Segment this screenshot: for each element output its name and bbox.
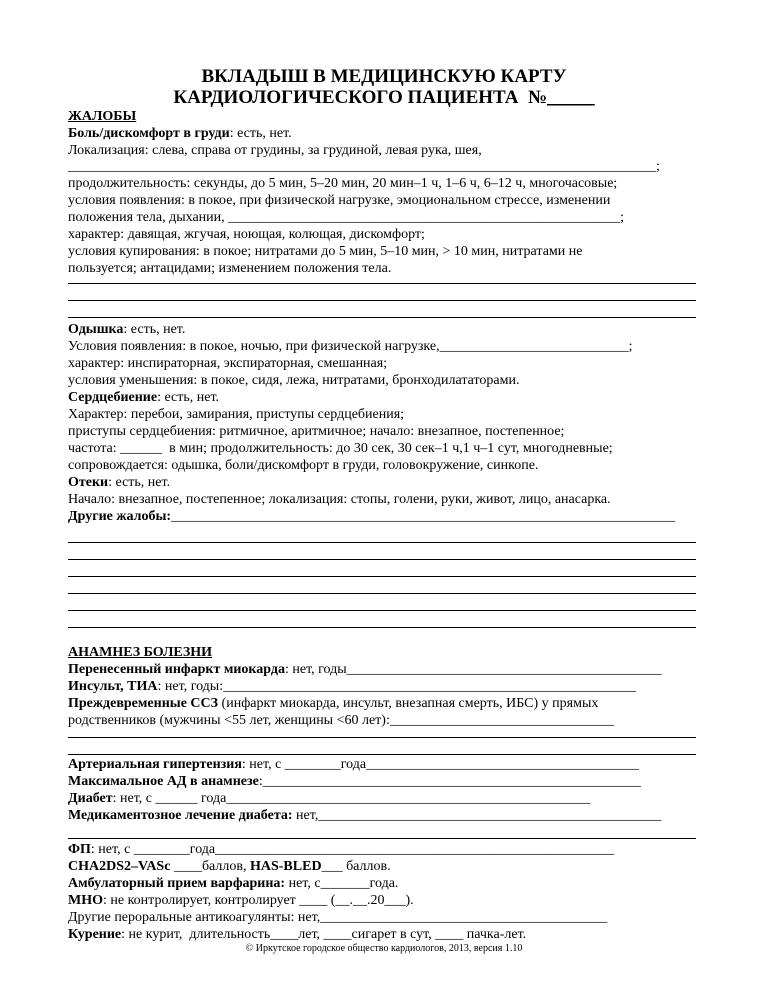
- chest-pain-row: [68, 125, 698, 142]
- max-bp-row: [68, 773, 698, 790]
- mi-label: Перенесенный инфаркт миокарда: [68, 662, 285, 677]
- chest-pain-label: Боль/дискомфорт в груди: [68, 126, 230, 141]
- premature-cvd-row: [68, 695, 698, 712]
- af-label: ФП: [68, 842, 91, 857]
- diabetes-medication-field[interactable]: нет,_________________________________________________: [292, 808, 662, 823]
- notes-line[interactable]: [68, 542, 696, 543]
- palpitation-options[interactable]: : есть, нет.: [157, 390, 220, 405]
- dyspnea-relief-row[interactable]: условия уменьшения: в покое, сидя, лежа, нитратами, бронходилататорами.: [68, 373, 520, 388]
- palpitation-accompanied-row[interactable]: сопровождается: одышка, боли/дискомфорт в груди, головокружение, синкопе.: [68, 458, 539, 473]
- notes-line[interactable]: [68, 559, 696, 560]
- smoking-field[interactable]: : не курит, длительность____лет, ____сигарет в сут, ____ пачка-лет.: [121, 927, 527, 942]
- has-bled-label: HAS-BLED: [249, 859, 322, 874]
- premature-cvd-text: (инфаркт миокарда, инсульт, внезапная смерть, ИБС) у прямых: [218, 696, 599, 711]
- duration-row[interactable]: продолжительность: секунды, до 5 мин, 5–20 мин, 20 мин–1 ч, 1–6 ч, 6–12 ч, многочасовые;: [68, 176, 618, 191]
- dyspnea-options[interactable]: : есть, нет.: [123, 322, 186, 337]
- diabetes-field[interactable]: : нет, с ______ года____________________________________________________: [112, 791, 591, 806]
- onset-conditions-row2[interactable]: положения тела, дыхании, ________________________________________________________;: [68, 210, 625, 225]
- edema-options[interactable]: : есть, нет.: [108, 475, 171, 490]
- dyspnea-label: Одышка: [68, 322, 124, 337]
- notes-line[interactable]: [68, 627, 696, 628]
- notes-line[interactable]: [68, 593, 696, 594]
- localization-row[interactable]: Локализация: слева, справа от грудины, за грудиной, левая рука, шея,: [68, 143, 482, 158]
- diabetes-medication-row: [68, 807, 698, 824]
- inr-field[interactable]: : не контролирует, контролирует ____ (__.__.20___).: [103, 893, 414, 908]
- palpitation-frequency-row[interactable]: частота: ______ в мин; продолжительность: до 30 сек, 30 сек–1 ч,1 ч–1 сут, многодневные;: [68, 441, 613, 456]
- onset-conditions-row1[interactable]: условия появления: в покое, при физической нагрузке, эмоциональном стрессе, изменении: [68, 193, 611, 208]
- palpitation-attacks-row[interactable]: приступы сердцебиения: ритмичное, аритмичное; начало: внезапное, постепенное;: [68, 424, 565, 439]
- diabetes-label: Диабет: [68, 791, 113, 806]
- mi-field[interactable]: : нет, годы_____________________________________________: [284, 662, 662, 677]
- form-title-line1: ВКЛАДЫШ В МЕДИЦИНСКУЮ КАРТУ: [201, 66, 567, 87]
- stroke-field[interactable]: : нет, годы:___________________________________________________________: [157, 679, 637, 694]
- complaints-heading: ЖАЛОБЫ: [68, 109, 137, 124]
- notes-line[interactable]: [68, 610, 696, 611]
- localization-blank[interactable]: ____________________________________________________________________________________;: [68, 159, 660, 174]
- history-heading: АНАМНЕЗ БОЛЕЗНИ: [68, 645, 213, 660]
- has-bled-field[interactable]: ___ баллов.: [321, 859, 391, 874]
- palpitation-row: [68, 389, 698, 406]
- diabetes-medication-label: Медикаментозное лечение диабета:: [68, 808, 293, 823]
- card-number-field[interactable]: _____: [547, 87, 595, 108]
- warfarin-row: [68, 875, 698, 892]
- hypertension-field[interactable]: : нет, с ________года_______________________________________: [241, 757, 640, 772]
- dyspnea-onset-row[interactable]: Условия появления: в покое, ночью, при физической нагрузке,___________________________;: [68, 339, 633, 354]
- cha2ds2-vasc-field[interactable]: ____баллов,: [170, 859, 250, 874]
- form-title-line2: [0, 88, 768, 108]
- dyspnea-character-row[interactable]: характер: инспираторная, экспираторная, смешанная;: [68, 356, 388, 371]
- stroke-row: [68, 678, 698, 695]
- other-complaints-label: Другие жалобы:: [68, 509, 172, 524]
- notes-line[interactable]: [68, 754, 696, 755]
- other-anticoagulants-row[interactable]: Другие пероральные антикоагулянты: нет,_________________________________________: [68, 910, 608, 925]
- notes-line[interactable]: [68, 283, 696, 284]
- other-complaints-row: [68, 508, 698, 525]
- other-complaints-field[interactable]: ________________________________________________________________________: [171, 509, 676, 524]
- dyspnea-row: [68, 321, 698, 338]
- notes-line[interactable]: [68, 737, 696, 738]
- notes-line[interactable]: [68, 317, 696, 318]
- max-bp-field[interactable]: :______________________________________________________: [258, 774, 641, 789]
- palpitation-label: Сердцебиение: [68, 390, 158, 405]
- warfarin-label: Амбулаторный прием варфарина:: [68, 876, 286, 891]
- notes-line[interactable]: [68, 300, 696, 301]
- stroke-label: Инсульт, ТИА: [68, 679, 158, 694]
- footer-copyright: © Иркутское городское общество кардиологов, 2013, версия 1.10: [245, 943, 523, 954]
- notes-line[interactable]: [68, 576, 696, 577]
- max-bp-label: Максимальное АД в анамнезе: [68, 774, 259, 789]
- mi-row: [68, 661, 698, 678]
- diabetes-row: [68, 790, 698, 807]
- pain-character-row[interactable]: характер: давящая, жгучая, ноющая, колющая, дискомфорт;: [68, 227, 425, 242]
- af-row: [68, 841, 698, 858]
- warfarin-field[interactable]: нет, с_______года.: [285, 876, 399, 891]
- hypertension-row: [68, 756, 698, 773]
- chest-pain-options[interactable]: : есть, нет.: [229, 126, 292, 141]
- hypertension-label: Артериальная гипертензия: [68, 757, 242, 772]
- edema-label: Отеки: [68, 475, 109, 490]
- smoking-row: [68, 926, 698, 943]
- inr-row: [68, 892, 698, 909]
- smoking-label: Курение: [68, 927, 122, 942]
- cha2ds2-vasc-label: CHA2DS2–VASc: [68, 859, 171, 874]
- form-title-text: КАРДИОЛОГИЧЕСКОГО ПАЦИЕНТА №: [173, 87, 548, 108]
- edema-details-row[interactable]: Начало: внезапное, постепенное; локализация: стопы, голени, руки, живот, лицо, анасарка.: [68, 492, 611, 507]
- premature-cvd-label: Преждевременные ССЗ: [68, 696, 219, 711]
- palpitation-character-row[interactable]: Характер: перебои, замирания, приступы сердцебиения;: [68, 407, 405, 422]
- notes-line[interactable]: [68, 838, 696, 839]
- inr-label: МНО: [68, 893, 103, 908]
- edema-row: [68, 474, 698, 491]
- scores-row: [68, 858, 698, 875]
- relief-row2[interactable]: пользуется; антацидами; изменением положения тела.: [68, 261, 392, 276]
- premature-cvd-field[interactable]: родственников (мужчины <55 лет, женщины <60 лет):________________________________: [68, 713, 614, 728]
- relief-row1[interactable]: условия купирования: в покое; нитратами до 5 мин, 5–10 мин, > 10 мин, нитратами не: [68, 244, 583, 259]
- af-field[interactable]: : нет, с ________года_________________________________________________________: [90, 842, 615, 857]
